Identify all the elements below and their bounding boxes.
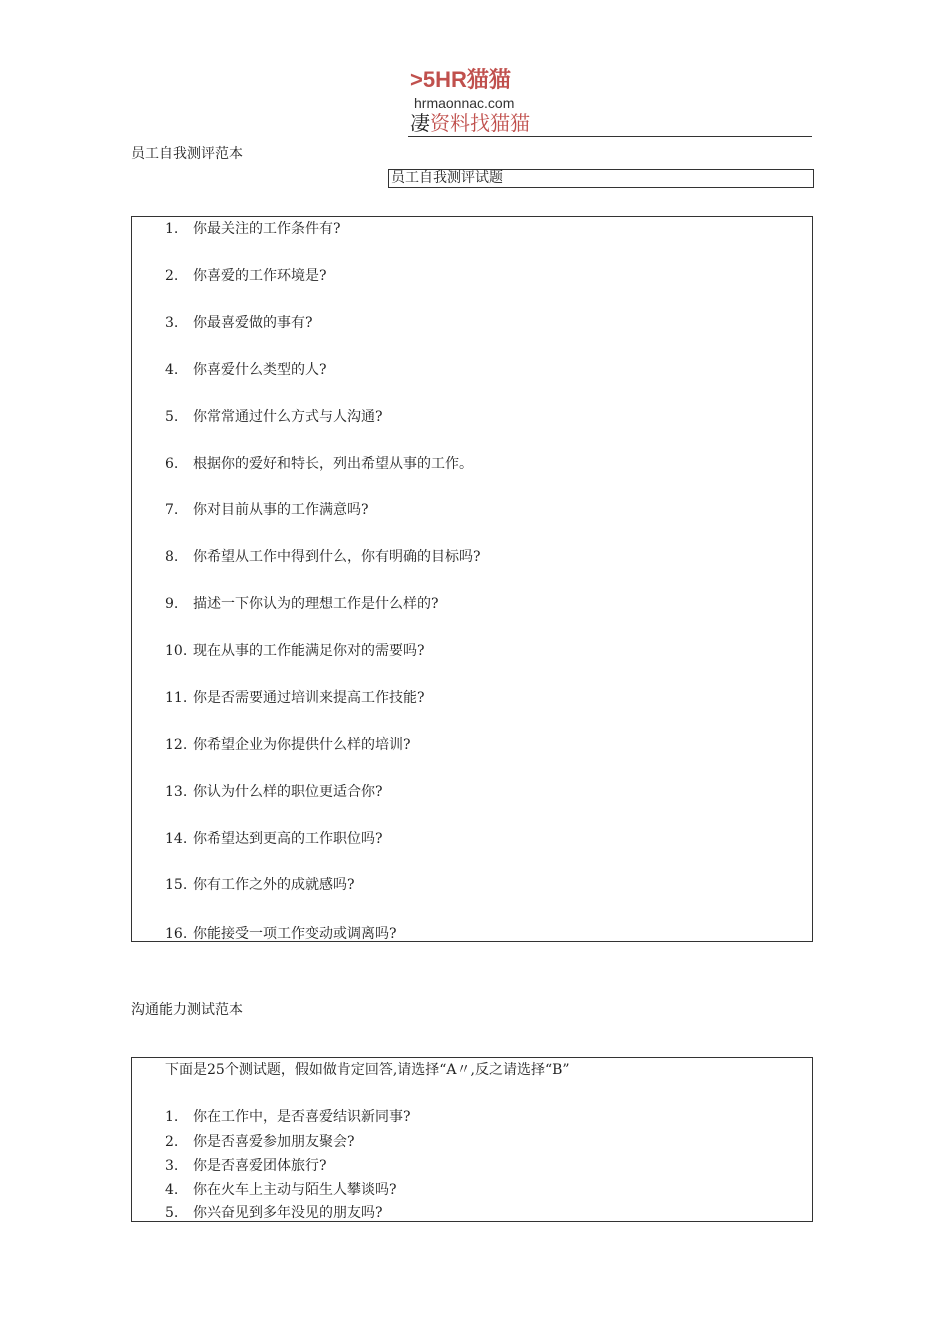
question-text: 你对目前从事的工作满意吗? <box>193 502 369 518</box>
question-item: 3. 你是否喜爱团体旅行? <box>165 1158 327 1174</box>
comm-test-box <box>131 1057 813 1222</box>
question-item: 4. 你喜爱什么类型的人? <box>165 362 327 378</box>
question-item: 5. 你兴奋见到多年没见的朋友吗? <box>165 1205 383 1221</box>
question-text: 你在工作中，是否喜爱结识新同事? <box>193 1109 411 1125</box>
question-text: 你兴奋见到多年没见的朋友吗? <box>193 1205 383 1221</box>
question-text: 你喜爱什么类型的人? <box>193 362 327 378</box>
question-item: 6. 根据你的爱好和特长，列出希望从事的工作。 <box>165 456 473 472</box>
question-item: 10. 现在从事的工作能满足你对的需要吗? <box>165 643 425 659</box>
question-text: 你最关注的工作条件有? <box>193 221 341 237</box>
question-item: 11. 你是否需要通过培训来提高工作技能? <box>165 690 425 706</box>
question-item: 14. 你希望达到更高的工作职位吗? <box>165 831 383 847</box>
question-text: 你认为什么样的职位更适合你? <box>193 784 383 800</box>
question-text: 你是否喜爱参加朋友聚会? <box>193 1134 355 1150</box>
logo <box>410 66 570 137</box>
question-text: 你是否喜爱团体旅行? <box>193 1158 327 1174</box>
question-text: 你能接受一项工作变动或调离吗? <box>193 926 397 942</box>
logo-slogan <box>410 111 570 137</box>
logo-brand: >5HR猫猫 <box>410 67 511 92</box>
question-item: 12. 你希望企业为你提供什么样的培训? <box>165 737 411 753</box>
question-item: 7. 你对目前从事的工作满意吗? <box>165 502 369 518</box>
question-item: 15. 你有工作之外的成就感吗? <box>165 877 355 893</box>
question-text: 你希望从工作中得到什么，你有明确的目标吗? <box>193 549 481 565</box>
question-item: 5. 你常常通过什么方式与人沟通? <box>165 409 383 425</box>
question-text: 你常常通过什么方式与人沟通? <box>193 409 383 425</box>
question-item: 4. 你在火车上主动与陌生人攀谈吗? <box>165 1182 397 1198</box>
question-item: 9. 描述一下你认为的理想工作是什么样的? <box>165 596 439 612</box>
question-text: 描述一下你认为的理想工作是什么样的? <box>193 596 439 612</box>
question-text: 根据你的爱好和特长，列出希望从事的工作。 <box>193 456 473 472</box>
question-text: 你喜爱的工作环境是? <box>193 268 327 284</box>
question-text: 你最喜爱做的事有? <box>193 315 313 331</box>
self-eval-box-title: 员工自我测评试题 <box>388 169 814 188</box>
question-item: 2. 你是否喜爱参加朋友聚会? <box>165 1134 355 1150</box>
question-text: 你希望企业为你提供什么样的培训? <box>193 737 411 753</box>
self-eval-question-box <box>131 216 813 942</box>
question-item: 16. 你能接受一项工作变动或调离吗? <box>165 926 397 942</box>
comm-test-section-title: 沟通能力测试范本 <box>131 1002 243 1018</box>
comm-test-intro: 下面是25个测试题，假如做肯定回答,请选择“A〃,反之请选择“B” <box>165 1062 570 1078</box>
document-title: 员工自我测评范本 <box>131 146 243 162</box>
question-text: 你有工作之外的成就感吗? <box>193 877 355 893</box>
question-text: 现在从事的工作能满足你对的需要吗? <box>193 643 425 659</box>
question-item: 13. 你认为什么样的职位更适合你? <box>165 784 383 800</box>
question-text: 你在火车上主动与陌生人攀谈吗? <box>193 1182 397 1198</box>
question-text: 你是否需要通过培训来提高工作技能? <box>193 690 425 706</box>
question-item: 1. 你在工作中，是否喜爱结识新同事? <box>165 1109 411 1125</box>
question-item: 3. 你最喜爱做的事有? <box>165 315 313 331</box>
logo-slogan-prefix: 凄 <box>410 113 430 135</box>
question-item: 1. 你最关注的工作条件有? <box>165 221 341 237</box>
question-text: 你希望达到更高的工作职位吗? <box>193 831 383 847</box>
logo-slogan-text: 资料找猫猫 <box>430 113 530 135</box>
question-item: 2. 你喜爱的工作环境是? <box>165 268 327 284</box>
logo-url: hrmaonnac.com <box>414 95 515 111</box>
header-divider <box>408 136 812 137</box>
question-item: 8. 你希望从工作中得到什么，你有明确的目标吗? <box>165 549 481 565</box>
